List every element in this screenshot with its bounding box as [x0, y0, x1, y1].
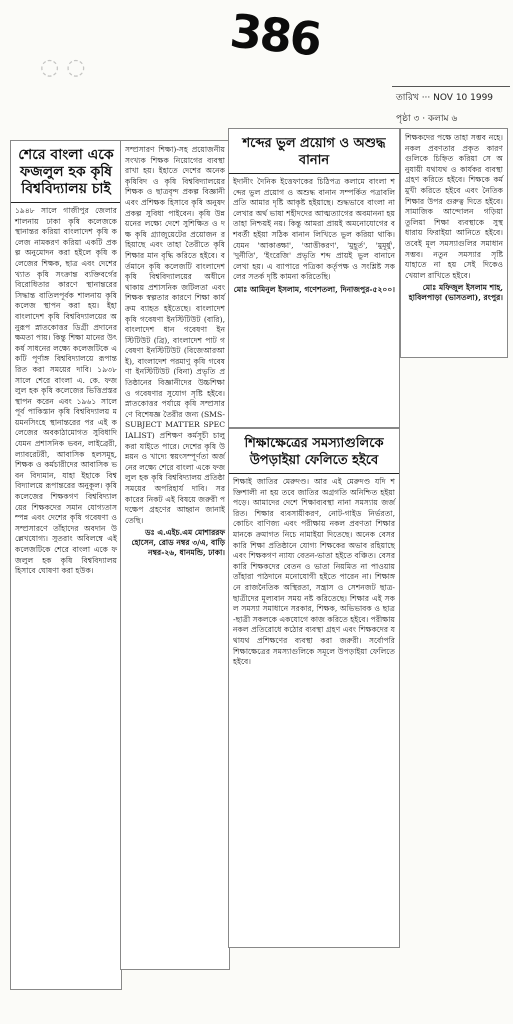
article-headline: শব্দের ভুল প্রয়োগ ও অশুদ্ধ বানান: [229, 129, 399, 174]
article-body: সম্প্রসারণ শিক্ষা)-সহ প্রয়োজনীয় সংখ্যক শিক্ষক নিয়োগের ব্যবস্থা রাখা হয়। ইহাতে দেশের অনেক কৃষিবিদ ও কৃষি বিশ্ববিদ্যালয়ের শিক্ষক ও ছাত্রবৃন্দ প্রকল্প বিজ্ঞানী এবং প্রশিক্ষক হিসাবে কৃষি অনুষদ প্রকল্প সুবিধা পাইবেন। কৃষি উন্নয়নের লক্ষ্যে দেশে সুশিক্ষিত ও দক্ষ কৃষি গ্র্যাজুয়েটের প্রয়োজন রহিয়াছে এবং তাহা তৈরীতে কৃষি শিক্ষার মান বৃদ্ধি করিতে হইবে। বর্তমানে কৃষি কলেজটি বাংলাদেশ কৃষি বিশ্ববিদ্যালয়ের অধীনে থাকায় প্রশাসনিক জটিলতা এবং শিক্ষক স্বল্পতার কারণে শিক্ষা কার্যক্রম ব্যাহত হইতেছে। বাংলাদেশ কৃষি গবেষণা ইনস্টিটিউট (বারি), বাংলাদেশ ধান গবেষণা ইনস্টিটিউট (ব্রি), বাংলাদেশ পাট গবেষণা ইনস্টিটিউট (বিজেআরআই), বাংলাদেশ পরমাণু কৃষি গবেষণা ইনস্টিটিউট (বিনা) প্রভৃতি প্রতিষ্ঠানের বিজ্ঞানীদের উচ্চশিক্ষা ও গবেষণার সুযোগ সৃষ্টি হইবে। স্নাতকোত্তর পর্যায়ে কৃষি সম্প্রসারণে বিশেষজ্ঞ তৈরীর জন্য (SMS-SUBJECT MATTER SPECIALIST) প্রশিক্ষণ কর্মসূচী চালু করা যাইতে পারে। দেশের কৃষি উন্নয়ন ও খাদ্যে স্বয়ংসম্পূর্ণতা অর্জনের লক্ষ্যে শেরে বাংলা একে ফজলুল হক কৃষি বিশ্ববিদ্যালয় প্রতিষ্ঠা সময়ের অপরিহার্য দাবি। সরকারের নিকট এই বিষয়ে জরুরী পদক্ষেপ গ্রহণের আহ্বান জানাইতেছি।: [125, 145, 225, 525]
stamp-page-row: পৃষ্ঠা ৩ · কলাম ৬: [396, 114, 458, 124]
stamp-page-value: ৩: [413, 114, 420, 124]
article-body: ইদানীং দৈনিক ইত্তেফাকের চিঠিপত্র কলামে বাংলা শব্দের ভুল প্রয়োগ ও অশুদ্ধ বানান সম্পর্কিত পত্রাবলি প্রতি আমার দৃষ্টি আকৃষ্ট হইয়াছে। শুদ্ধভাবে বাংলা না লেখার অর্থ ভাষা শহীদদের আত্মত্যাগের অবমাননা হয় তাহা নিশ্চয়ই নয়। কিন্তু আমরা প্রায়ই অমনোযোগের বশবর্তী হইয়া সঠিক বানান লিখিতে ভুল করিয়া থাকি। যেমন 'আকাঙ্ক্ষা', 'আত্তীকরণ', 'মুহূর্ত', 'মুমূর্ষু', 'দুর্নীতি', 'ইংরেজি' প্রভৃতি শব্দ প্রায়ই ভুল বানানে লেখা হয়। এ ব্যাপারে পত্রিকা কর্তৃপক্ষ ও সংশ্লিষ্ট সকলের সতর্ক দৃষ্টি কামনা করিতেছি।: [233, 177, 395, 282]
handwritten-page-number: 386: [227, 3, 323, 67]
clipping-article-education-continued: [400, 128, 508, 358]
clipping-article-spelling: [228, 128, 400, 428]
clipping-article-university: [10, 140, 122, 990]
article-headline: শিক্ষাক্ষেত্রের সমস্যাগুলিকে উপড়াইয়া ফেলিতে হইবে: [229, 429, 399, 474]
smudged-mark: ◌ ◌: [40, 55, 86, 80]
article-headline: শেরে বাংলা একে ফজলুল হক কৃষি বিশ্ববিদ্যালয় চাই: [11, 141, 121, 203]
article-byline: মোঃ মফিজুল ইসলাম শাহ, হাবিলপাড়া (ভাসতলা), রংপুর।: [408, 283, 503, 303]
article-body: শিক্ষকদের পক্ষে তাহা সম্ভব নহে। নকল প্রবণতার প্রকৃত কারণগুলিকে চিহ্নিত করিয়া সে অনুযায়ী যথাযথ ও কার্যকর ব্যবস্থা গ্রহণ করিতে হইবে। শিক্ষকে কর্মমুখী করিতে হইবে এবং নৈতিক শিক্ষার উপর গুরুত্ব দিতে হইবে। সামাজিক আন্দোলন গড়িয়া তুলিয়া শিক্ষা ব্যবস্থাকে সুস্থ ধারায় ফিরাইয়া আনিতে হইবে। তবেই মূল সমস্যাগুলির সমাধান সম্ভব। নতুন সমস্যার সৃষ্টি যাহাতে না হয় সেই দিকেও খেয়াল রাখিতে হইবে।: [405, 133, 503, 280]
clipping-article-education: [228, 428, 400, 948]
stamp-date-label: তারিখ: [396, 93, 419, 103]
stamp-date-row: তারিখ ··· NOV 10 1999: [396, 93, 494, 103]
stamp-column-label: কলাম: [427, 114, 449, 124]
stamp-date-value: NOV 10 1999: [433, 93, 494, 103]
article-body: শিক্ষাই জাতির মেরুদণ্ড। আর এই মেরুদণ্ড যদি শক্তিশালী না হয় তবে জাতির অগ্রগতি অনিশ্চিত হইয়া পড়ে। আমাদের দেশে শিক্ষাব্যবস্থা নানা সমস্যায় জর্জরিত। শিক্ষার ব্যবসায়ীকরণ, নোট-গাইড নির্ভরতা, কোচিং বাণিজ্য এবং পরীক্ষায় নকল প্রবণতা শিক্ষার মানকে ক্রমাগত নিচে নামাইয়া দিতেছে। অনেক বেসরকারি শিক্ষা প্রতিষ্ঠানে যোগ্য শিক্ষকের অভাব রহিয়াছে এবং শিক্ষকগণ ন্যায্য বেতন-ভাতা হইতে বঞ্চিত। বেসরকারি শিক্ষকদের বেতন ও ভাতা নিয়মিত না পাওয়ায় তাঁহারা পাঠদানে মনোযোগী হইতে পারেন না। শিক্ষাঙ্গনে রাজনৈতিক অস্থিরতা, সন্ত্রাস ও সেশনজট ছাত্র-ছাত্রীদের মূল্যবান সময় নষ্ট করিতেছে। শিক্ষার এই সকল সমস্যা সমাধানে সরকার, শিক্ষক, অভিভাবক ও ছাত্র-ছাত্রী সকলকে একযোগে কাজ করিতে হইবে। পরীক্ষায় নকল প্রতিরোধে কঠোর ব্যবস্থা গ্রহণ এবং শিক্ষকদের যথাযথ প্রশিক্ষণের ব্যবস্থা করা জরুরী। সর্বোপরি শিক্ষাক্ষেত্রের সমস্যাগুলিকে সমূলে উপড়াইয়া ফেলিতে হইবে।: [233, 477, 395, 667]
date-stamp: [392, 86, 510, 129]
stamp-page-label: পৃষ্ঠা: [396, 114, 411, 124]
clipping-article-university-continued: [120, 140, 230, 970]
stamp-column-value: ৬: [451, 114, 458, 124]
article-body: ১৯৪৮ সালে গাজীপুর জেলার শালনায় ঢাকা কৃষি কলেজকে স্থানান্তর করিয়া বাংলাদেশ কৃষি কলেজ নামকরণ করিয়া একটি প্রকল্প অনুমোদন করা হইলে কৃষি কলেজের শিক্ষক, ছাত্র এবং দেশের খ্যাত কৃষি সংক্রান্ত ব্যক্তিবর্গের বিরোধিতার কারণে স্থানান্তরের সিদ্ধান্ত বাতিলপূর্বক শালনায় কৃষি কলেজ স্থাপন করা হয়। ইহা বাংলাদেশ কৃষি বিশ্ববিদ্যালয়ের অনুরূপ স্নাতকোত্তর ডিগ্রী প্রদানের ক্ষমতা পায়। কিন্তু শিক্ষা মানের উৎকর্ষ সাধনের লক্ষ্যে কলেজটিকে একটি পূর্ণাঙ্গ বিশ্ববিদ্যালয়ে রূপান্তরিত করা সময়ের দাবি। ১৯৩৮ সালে শেরে বাংলা এ. কে. ফজলুল হক কৃষি কলেজের ভিত্তিপ্রস্তর স্থাপন করেন এবং ১৯৬১ সালে পূর্ব পাকিস্তান কৃষি বিশ্ববিদ্যালয় ময়মনসিংহে স্থানান্তরের পর এই কলেজের অবকাঠামোগত সুবিধাদি যেমন প্রশাসনিক ভবন, লাইব্রেরী, ল্যাবরেটরী, আবাসিক হলসমূহ, শিক্ষক ও কর্মচারীদের আবাসিক ভবন বিদ্যমান, যাহা ইহাকে বিশ্ববিদ্যালয়ে রূপান্তরের অনুকূল। কৃষি কলেজের শিক্ষকগণ বিশ্ববিদ্যালয়ের শিক্ষকদের সমান যোগ্যতাসম্পন্ন এবং দেশের কৃষি গবেষণা ও সম্প্রসারণে তাঁহাদের অবদান উল্লেখযোগ্য। সুতরাং অবিলম্বে এই কলেজটিকে শেরে বাংলা একে ফজলুল হক কৃষি বিশ্ববিদ্যালয় হিসাবে ঘোষণা করা হউক।: [15, 206, 117, 576]
article-byline: মোঃ আমিনুল ইসলাম, গণেশতলা, দিনাজপুর-৫২০০।: [233, 284, 395, 294]
article-byline: ডঃ এ.এইচ.এম মোশাররফ হোসেন, রোড নম্বর ৩/এ, বাড়ি নম্বর-২৬, ধানমন্ডি, ঢাকা।: [131, 528, 225, 558]
